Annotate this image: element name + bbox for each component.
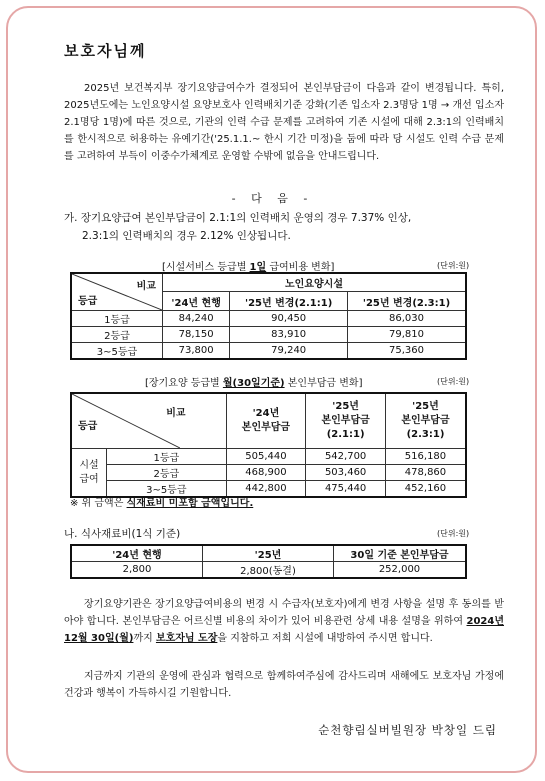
table1-col-0: '24년 현행	[163, 292, 230, 311]
table2-caption: [장기요양 등급별 월(30일기준) 본인부담금 변화]	[145, 378, 363, 389]
signature: 순천향림실버빌원장 박창일 드림	[318, 723, 497, 737]
table-row	[71, 311, 466, 327]
value-cell: 75,360	[348, 343, 466, 360]
grade-cell: 3~5등급	[107, 481, 227, 498]
table1-col-1: '25년 변경(2.1:1)	[230, 292, 348, 311]
table1-col-2: '25년 변경(2.3:1)	[348, 292, 466, 311]
table-row	[71, 449, 466, 465]
table1-corner-bottom: 등급	[78, 296, 98, 307]
grade-cell: 2등급	[107, 465, 227, 481]
table-row	[71, 465, 466, 481]
table1-corner-top: 비교	[136, 281, 156, 292]
grade-cell: 1등급	[71, 311, 163, 327]
item-ga-line1: 가. 장기요양급여 본인부담금이 2.1:1의 인력배치 운영의 경우 7.37% 인상,	[64, 212, 412, 224]
grade-cell: 2등급	[71, 327, 163, 343]
table1-unit: (단위:원)	[437, 261, 470, 270]
table2-col-0: '24년 본인부담금	[226, 393, 306, 449]
table3-col-1: '25년	[203, 545, 334, 562]
value-cell: 503,460	[306, 465, 386, 481]
table1-grade-costs	[70, 272, 467, 360]
table2-corner-top: 비교	[166, 408, 186, 419]
table-row	[71, 327, 466, 343]
value-cell: 442,800	[226, 481, 306, 498]
item-ga-line2: 2.3:1의 인력배치의 경우 2.12% 인상됩니다.	[82, 230, 291, 242]
table2-col-2: '25년 본인부담금 (2.3:1)	[385, 393, 466, 449]
table1-group-header: 노인요양시설	[163, 273, 467, 292]
table3-col-2: 30일 기준 본인부담금	[334, 545, 467, 562]
outro-paragraph-2: 지금까지 기관의 운영에 관심과 협력으로 함께하여주심에 감사드리며 새해에도 보호자님 가정에 건강과 행복이 가득하시길 기원합니다.	[64, 671, 504, 699]
intro-paragraph: 2025년 보건복지부 장기요양급여수가 결정되어 본인부담금이 다음과 같이 변경됩니다. 특히, 2025년도에는 노인요양시설 요양보호사 인력배치기준 강화(기존 입소자 2.3명당 1명 → 개선 입소자 2.1명당 1명)에 따른 것으로, 기관의 인력 수급 문제를 고려하여 기존 시설에 대해 2.3:1의 인력배치를 한시적으로 허용하는 유예기간('25.1.1.~ 한시 기간 미정)을 둠에 따라 당 시설도 인력 수급 문제를 고려하여 부득이 이중수가체계로 운영할 수밖에 없음을 안내드립니다.	[64, 83, 504, 162]
outro-paragraph-1: 장기요양기관은 장기요양급여비용의 변경 시 수급자(보호자)에게 변경 사항을 설명 후 동의를 받아야 합니다. 본인부담금은 어르신별 비용의 차이가 있어 비용관련 상세 내용 설명을 위하여 2024년 12월 30일(월)까지 보호자님 도장을 지참하고 저희 시설에 내방하여 주시면 합니다.	[64, 599, 504, 644]
value-cell: 505,440	[226, 449, 306, 465]
value-cell: 79,240	[230, 343, 348, 360]
value-cell: 452,160	[385, 481, 466, 498]
table3-meal-cost	[70, 544, 467, 579]
value-cell: 78,150	[163, 327, 230, 343]
value-cell: 252,000	[334, 562, 467, 579]
value-cell: 2,800(동결)	[203, 562, 334, 579]
table-row	[71, 562, 466, 579]
value-cell: 84,240	[163, 311, 230, 327]
value-cell: 86,030	[348, 311, 466, 327]
grade-cell: 1등급	[107, 449, 227, 465]
table1-corner	[71, 273, 163, 311]
table2-unit: (단위:원)	[437, 377, 470, 386]
item-na: 나. 식사재료비(1식 기준)	[64, 528, 181, 540]
letter-title: 보호자님께	[64, 42, 147, 60]
notice-heading: - 다 음 -	[231, 192, 314, 205]
value-cell: 79,810	[348, 327, 466, 343]
table2-corner	[71, 393, 226, 449]
table3-unit: (단위:원)	[437, 529, 470, 538]
table2-note: ※ 위 금액은 식재료비 미포함 금액입니다.	[70, 498, 254, 509]
table2-corner-bottom: 등급	[78, 421, 98, 432]
value-cell: 90,450	[230, 311, 348, 327]
value-cell: 516,180	[385, 449, 466, 465]
table2-monthly-copay	[70, 392, 467, 498]
value-cell: 475,440	[306, 481, 386, 498]
value-cell: 2,800	[71, 562, 203, 579]
value-cell: 73,800	[163, 343, 230, 360]
row-group-label: 시설 급여	[71, 449, 107, 498]
table2-col-1: '25년 본인부담금 (2.1:1)	[306, 393, 386, 449]
value-cell: 542,700	[306, 449, 386, 465]
table1-caption: [시설서비스 등급별 1일 급여비용 변화]	[162, 262, 335, 273]
grade-cell: 3~5등급	[71, 343, 163, 360]
value-cell: 468,900	[226, 465, 306, 481]
table-row	[71, 343, 466, 360]
value-cell: 478,860	[385, 465, 466, 481]
table3-col-0: '24년 현행	[71, 545, 203, 562]
value-cell: 83,910	[230, 327, 348, 343]
